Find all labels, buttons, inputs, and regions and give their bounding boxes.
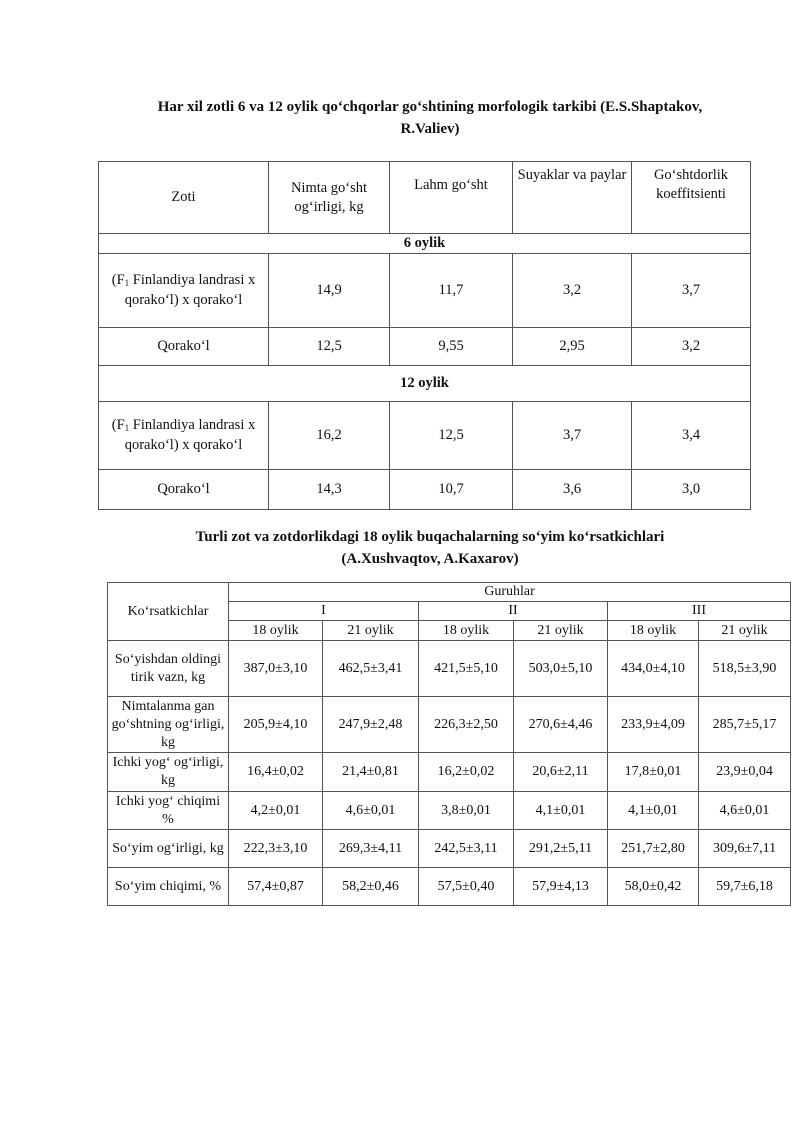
breed-cell: (F1 Finlandiya landrasi x qorako‘l) x qorako‘l (99, 402, 269, 470)
header-bones: Suyaklar va paylar (513, 162, 632, 234)
value-cell: 3,4 (632, 402, 751, 470)
value-cell: 59,7±6,18 (699, 868, 791, 906)
row-label: So‘yim chiqimi, % (108, 868, 229, 906)
value-cell: 3,7 (632, 254, 751, 328)
value-cell: 12,5 (269, 328, 390, 366)
table-row (99, 254, 751, 328)
value-cell: 434,0±4,10 (608, 641, 699, 697)
value-cell: 269,3±4,11 (323, 830, 419, 868)
value-cell: 10,7 (390, 470, 513, 510)
table-row (108, 641, 791, 697)
value-cell: 205,9±4,10 (229, 697, 323, 753)
table1-title-line1: Har xil zotli 6 va 12 oylik qo‘chqorlar go‘shtining morfologik tarkibi (E.S.Shaptakov, (157, 99, 703, 115)
value-cell: 3,0 (632, 470, 751, 510)
table-row (99, 328, 751, 366)
section-row (99, 234, 751, 254)
table2-title-line2: (A.Xushvaqtov, A.Kaxarov) (341, 551, 519, 567)
group-header: I (229, 602, 419, 621)
value-cell: 16,2 (269, 402, 390, 470)
age-header: 21 oylik (699, 621, 791, 641)
meat-composition-table (98, 161, 751, 510)
row-label: So‘yishdan oldingi tirik vazn, kg (108, 641, 229, 697)
table-row (108, 792, 791, 830)
value-cell: 21,4±0,81 (323, 753, 419, 792)
value-cell: 3,2 (632, 328, 751, 366)
value-cell: 16,4±0,02 (229, 753, 323, 792)
value-cell: 11,7 (390, 254, 513, 328)
header-meatiness-coefficient: Go‘shtdorlik koeffitsienti (632, 162, 751, 234)
value-cell: 3,2 (513, 254, 632, 328)
value-cell: 16,2±0,02 (419, 753, 514, 792)
table-row (108, 868, 791, 906)
value-cell: 518,5±3,90 (699, 641, 791, 697)
value-cell: 233,9±4,09 (608, 697, 699, 753)
value-cell: 4,1±0,01 (608, 792, 699, 830)
value-cell: 14,3 (269, 470, 390, 510)
value-cell: 57,4±0,87 (229, 868, 323, 906)
table1-header-row (99, 162, 751, 234)
row-label: Ichki yog‘ chiqimi % (108, 792, 229, 830)
table2-header-row (108, 583, 791, 602)
table1-title (100, 96, 760, 140)
value-cell: 462,5±3,41 (323, 641, 419, 697)
section-row (99, 366, 751, 402)
table-row (108, 753, 791, 792)
header-carcass-weight: Nimta go‘sht og‘irligi, kg (269, 162, 390, 234)
age-header: 18 oylik (608, 621, 699, 641)
value-cell: 57,9±4,13 (514, 868, 608, 906)
value-cell: 309,6±7,11 (699, 830, 791, 868)
table-row (108, 830, 791, 868)
value-cell: 247,9±2,48 (323, 697, 419, 753)
value-cell: 421,5±5,10 (419, 641, 514, 697)
value-cell: 226,3±2,50 (419, 697, 514, 753)
value-cell: 285,7±5,17 (699, 697, 791, 753)
section-label: 6 oylik (99, 234, 751, 254)
value-cell: 4,6±0,01 (323, 792, 419, 830)
breed-cell: Qorako‘l (99, 470, 269, 510)
value-cell: 222,3±3,10 (229, 830, 323, 868)
value-cell: 58,2±0,46 (323, 868, 419, 906)
section-label: 12 oylik (99, 366, 751, 402)
value-cell: 242,5±3,11 (419, 830, 514, 868)
header-groups: Guruhlar (229, 583, 791, 602)
age-header: 18 oylik (229, 621, 323, 641)
age-header: 21 oylik (514, 621, 608, 641)
table1-title-line2: R.Valiev) (400, 121, 460, 137)
table-row (108, 697, 791, 753)
value-cell: 4,6±0,01 (699, 792, 791, 830)
value-cell: 17,8±0,01 (608, 753, 699, 792)
table2-title (100, 526, 760, 570)
value-cell: 4,1±0,01 (514, 792, 608, 830)
table-row (99, 402, 751, 470)
value-cell: 23,9±0,04 (699, 753, 791, 792)
value-cell: 3,7 (513, 402, 632, 470)
value-cell: 3,6 (513, 470, 632, 510)
header-lean-meat: Lahm go‘sht (390, 162, 513, 234)
header-breed: Zoti (99, 162, 269, 234)
table2-title-line1: Turli zot va zotdorlikdagi 18 oylik buqachalarning so‘yim ko‘rsatkichlari (195, 529, 665, 545)
value-cell: 58,0±0,42 (608, 868, 699, 906)
age-header: 21 oylik (323, 621, 419, 641)
row-label: So‘yim og‘irligi, kg (108, 830, 229, 868)
value-cell: 9,55 (390, 328, 513, 366)
breed-cell: (F1 Finlandiya landrasi x qorako‘l) x qorako‘l (99, 254, 269, 328)
row-label: Ichki yog‘ og‘irligi, kg (108, 753, 229, 792)
value-cell: 291,2±5,11 (514, 830, 608, 868)
value-cell: 14,9 (269, 254, 390, 328)
value-cell: 12,5 (390, 402, 513, 470)
value-cell: 57,5±0,40 (419, 868, 514, 906)
value-cell: 4,2±0,01 (229, 792, 323, 830)
group-header: II (419, 602, 608, 621)
table-row (99, 470, 751, 510)
value-cell: 3,8±0,01 (419, 792, 514, 830)
age-header: 18 oylik (419, 621, 514, 641)
value-cell: 2,95 (513, 328, 632, 366)
slaughter-indicators-table (107, 582, 791, 906)
value-cell: 503,0±5,10 (514, 641, 608, 697)
breed-cell: Qorako‘l (99, 328, 269, 366)
row-label: Nimtalanma gan go‘shtning og‘irligi, kg (108, 697, 229, 753)
value-cell: 387,0±3,10 (229, 641, 323, 697)
value-cell: 270,6±4,46 (514, 697, 608, 753)
group-header: III (608, 602, 791, 621)
header-indicators: Ko‘rsatkichlar (108, 583, 229, 641)
value-cell: 251,7±2,80 (608, 830, 699, 868)
value-cell: 20,6±2,11 (514, 753, 608, 792)
